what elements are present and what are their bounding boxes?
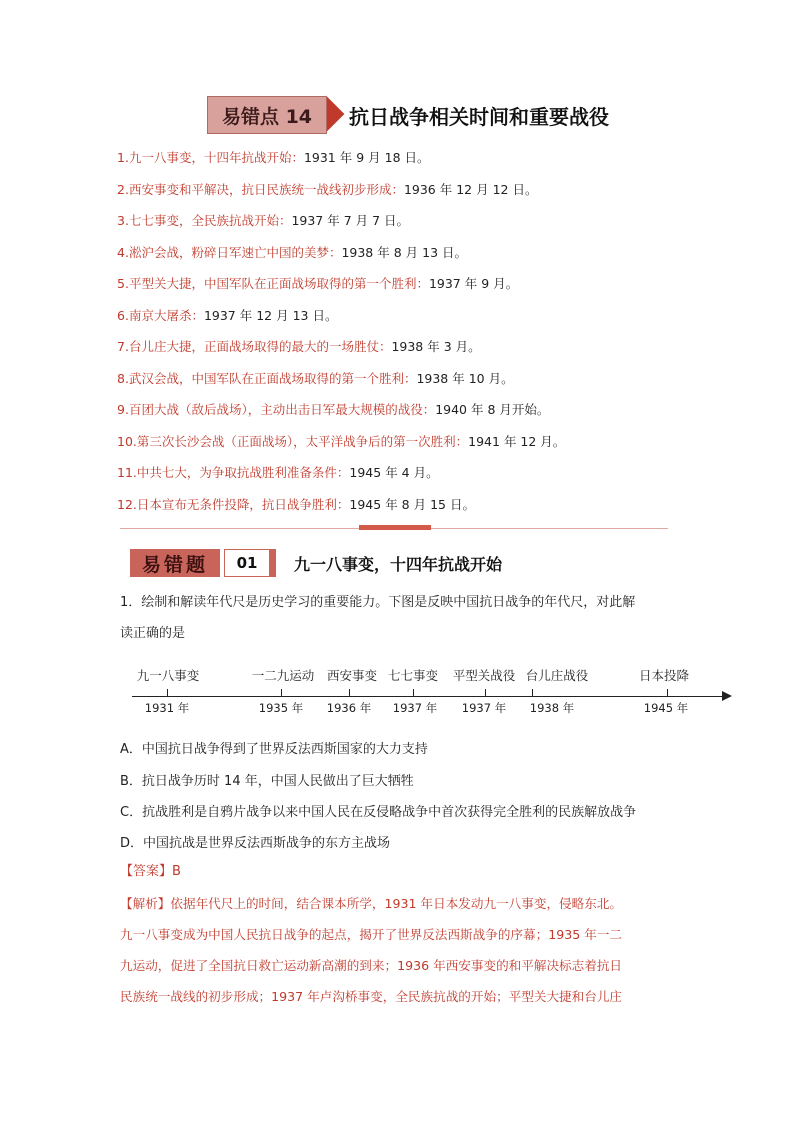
list-item: 6.南京大屠杀：1937 年 12 月 13 日。	[117, 307, 338, 323]
analysis-line: 九运动，促进了全国抗日救亡运动新高潮的到来；1936 年西安事变的和平解决标志着抗日	[120, 958, 623, 973]
stem-line: 读正确的是	[120, 626, 186, 641]
analysis-line: 九一八事变成为中国人民抗日战争的起点，揭开了世界反法西斯战争的序幕；1935 年一二	[120, 927, 623, 942]
timeline-event: 九一八事变	[136, 668, 200, 683]
timeline-event: 台儿庄战役	[525, 668, 589, 683]
divider-accent	[359, 525, 431, 530]
timeline-year: 1936 年	[326, 701, 372, 715]
list-item: 12.日本宣布无条件投降，抗日战争胜利：1945 年 8 月 15 日。	[117, 496, 475, 512]
answer	[120, 860, 181, 879]
answer-value: B	[172, 864, 181, 879]
question-stem	[120, 587, 680, 649]
list-item: 3.七七事变，全民族抗战开始：1937 年 7 月 7 日。	[117, 213, 410, 228]
option-c: C．抗战胜利是自鸦片战争以来中国人民在反侵略战争中首次获得完全胜利的民族解放战争	[120, 805, 637, 820]
analysis-line: 【解析】依据年代尺上的时间，结合课本所学，1931 年日本发动九一八事变，侵略东北。	[120, 896, 623, 911]
answer-label: 【答案】	[120, 864, 173, 879]
timeline-year: 1931 年	[144, 701, 190, 715]
timeline-year: 1935 年	[258, 701, 304, 715]
timeline-year: 1938 年	[529, 701, 575, 715]
timeline-tick	[667, 689, 668, 696]
timeline-tick	[485, 689, 486, 696]
question-title: 九一八事变，十四年抗战开始	[294, 554, 503, 574]
timeline-tick	[349, 689, 350, 696]
list-item: 7.台儿庄大捷，正面战场取得的最大的一场胜仗：1938 年 3 月。	[117, 339, 481, 354]
timeline-year: 1945 年	[643, 701, 689, 715]
stem-line: 1．绘制和解读年代尺是历史学习的重要能力。下图是反映中国抗日战争的年代尺，对此解	[120, 595, 636, 610]
list-item: 2.西安事变和平解决，抗日民族统一战线初步形成：1936 年 12 月 12 日。	[117, 181, 538, 197]
section-header	[207, 96, 609, 134]
timeline	[120, 660, 740, 720]
timeline-year: 1937 年	[461, 701, 507, 715]
question-badge-edge	[270, 549, 276, 577]
question-number: 01	[224, 549, 270, 577]
timeline-tick	[413, 689, 414, 696]
list-item: 9.百团大战（敌后战场），主动出击日军最大规模的战役：1940 年 8 月开始。	[117, 402, 550, 417]
analysis	[120, 888, 680, 1012]
section-title: 抗日战争相关时间和重要战役	[349, 104, 609, 129]
timeline-event: 平型关战役	[452, 668, 516, 683]
timeline-event: 西安事变	[326, 668, 378, 683]
list-item: 8.武汉会战，中国军队在正面战场取得的第一个胜利：1938 年 10 月。	[117, 370, 514, 386]
timeline-tick	[281, 689, 282, 696]
arrow-right-icon	[722, 691, 732, 701]
timeline-event: 一二九运动	[251, 668, 315, 683]
timeline-year: 1937 年	[392, 701, 438, 715]
option-d: D．中国抗战是世界反法西斯战争的东方主战场	[120, 836, 391, 851]
timeline-event: 日本投降	[638, 668, 690, 683]
facts-list	[117, 142, 737, 520]
list-item: 1.九一八事变，十四年抗战开始：1931 年 9 月 18 日。	[117, 150, 430, 165]
question-badge: 易错题	[130, 549, 220, 577]
section-badge: 易错点 14	[207, 96, 327, 134]
timeline-event: 七七事变	[387, 668, 439, 683]
analysis-label: 【解析】	[120, 896, 171, 911]
timeline-axis	[132, 696, 728, 697]
list-item: 5.平型关大捷，中国军队在正面战场取得的第一个胜利：1937 年 9 月。	[117, 276, 519, 291]
question-header	[130, 548, 502, 578]
timeline-tick	[167, 689, 168, 696]
timeline-tick	[532, 689, 533, 696]
list-item: 4.淞沪会战，粉碎日军速亡中国的美梦：1938 年 8 月 13 日。	[117, 244, 467, 260]
analysis-line: 民族统一战线的初步形成；1937 年卢沟桥事变，全民族抗战的开始；平型关大捷和台儿庄	[120, 989, 623, 1004]
list-item: 11.中共七大，为争取抗战胜利准备条件：1945 年 4 月。	[117, 465, 439, 480]
option-a: A．中国抗日战争得到了世界反法西斯国家的大力支持	[120, 742, 428, 757]
list-item: 10.第三次长沙会战（正面战场），太平洋战争后的第一次胜利：1941 年 12 月。	[117, 433, 566, 449]
option-b: B．抗日战争历时 14 年，中国人民做出了巨大牺牲	[120, 774, 414, 789]
